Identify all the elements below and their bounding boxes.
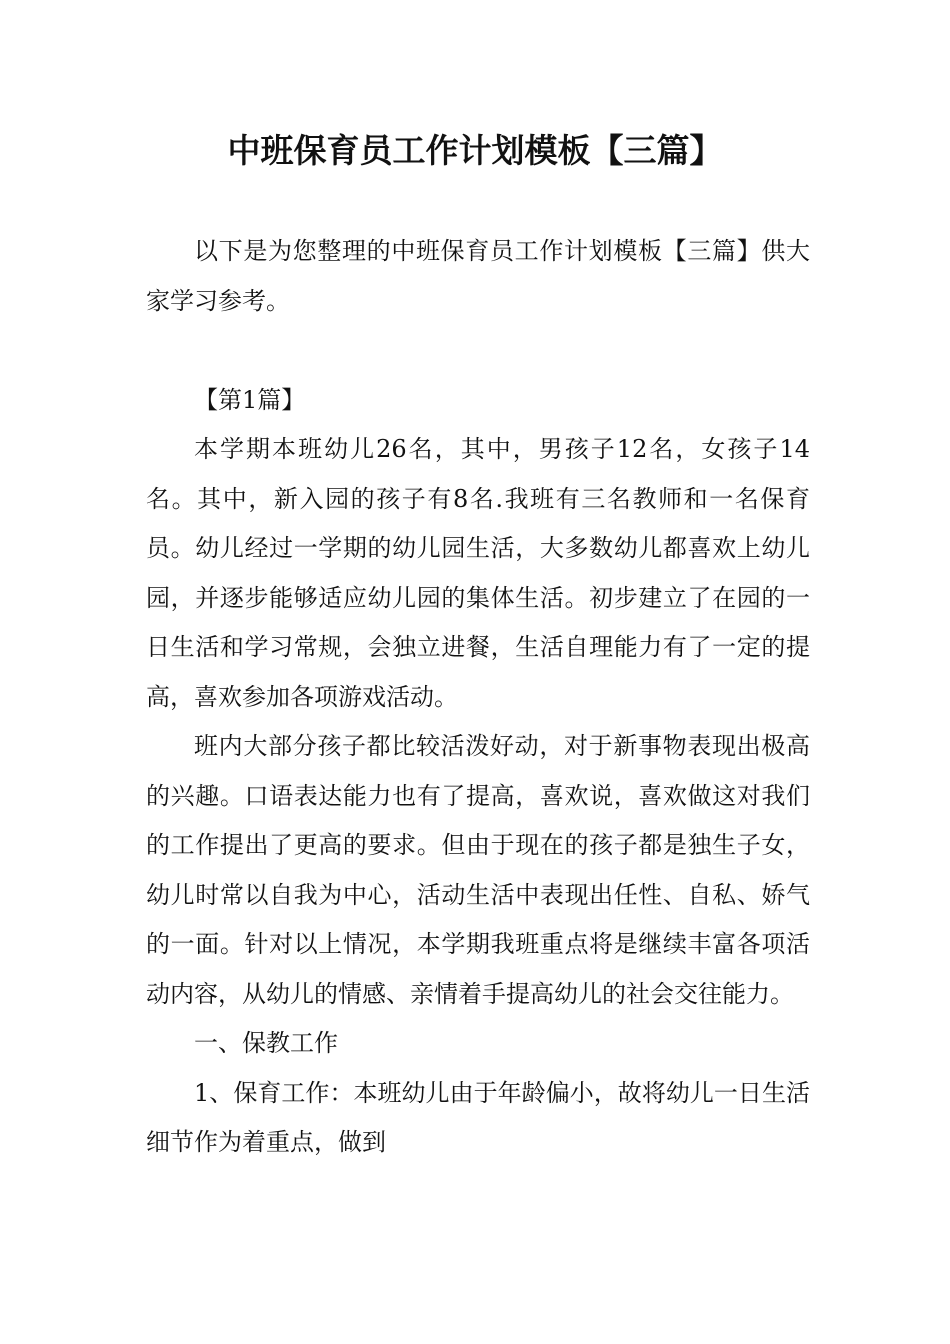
paragraph-class-overview: 本学期本班幼儿26名，其中，男孩子12名，女孩子14名。其中，新入园的孩子有8名.我班有三名教师和一名保育员。幼儿经过一学期的幼儿园生活，大多数幼儿都喜欢上幼儿园，并逐步能够适应幼儿园的集体生活。初步建立了在园的一日生活和学习常规，会独立进餐，生活自理能力有了一定的提高，喜欢参加各项游戏活动。 [146,435,810,711]
paragraph-care-work: 1、保育工作：本班幼儿由于年龄偏小，故将幼儿一日生活细节作为着重点，做到 [146,1078,810,1156]
paragraph-class-characteristics: 班内大部分孩子都比较活泼好动，对于新事物表现出极高的兴趣。口语表达能力也有了提高，喜欢说，喜欢做这对我们的工作提出了更高的要求。但由于现在的孩子都是独生子女，幼儿时常以自我为中心，活动生活中表现出任性、自私、娇气的一面。针对以上情况，本学期我班重点将是继续丰富各项活动内容，从幼儿的情感、亲情着手提高幼儿的社会交往能力。 [146,732,810,1008]
document-body [146,227,810,1168]
section-heading-care-education: 一、保教工作 [194,1029,338,1057]
document-title: 中班保育员工作计划模板【三篇】 [227,131,723,170]
section-heading-part-1: 【第1篇】 [194,385,306,414]
intro-paragraph: 以下是为您整理的中班保育员工作计划模板【三篇】供大家学习参考。 [146,237,810,315]
